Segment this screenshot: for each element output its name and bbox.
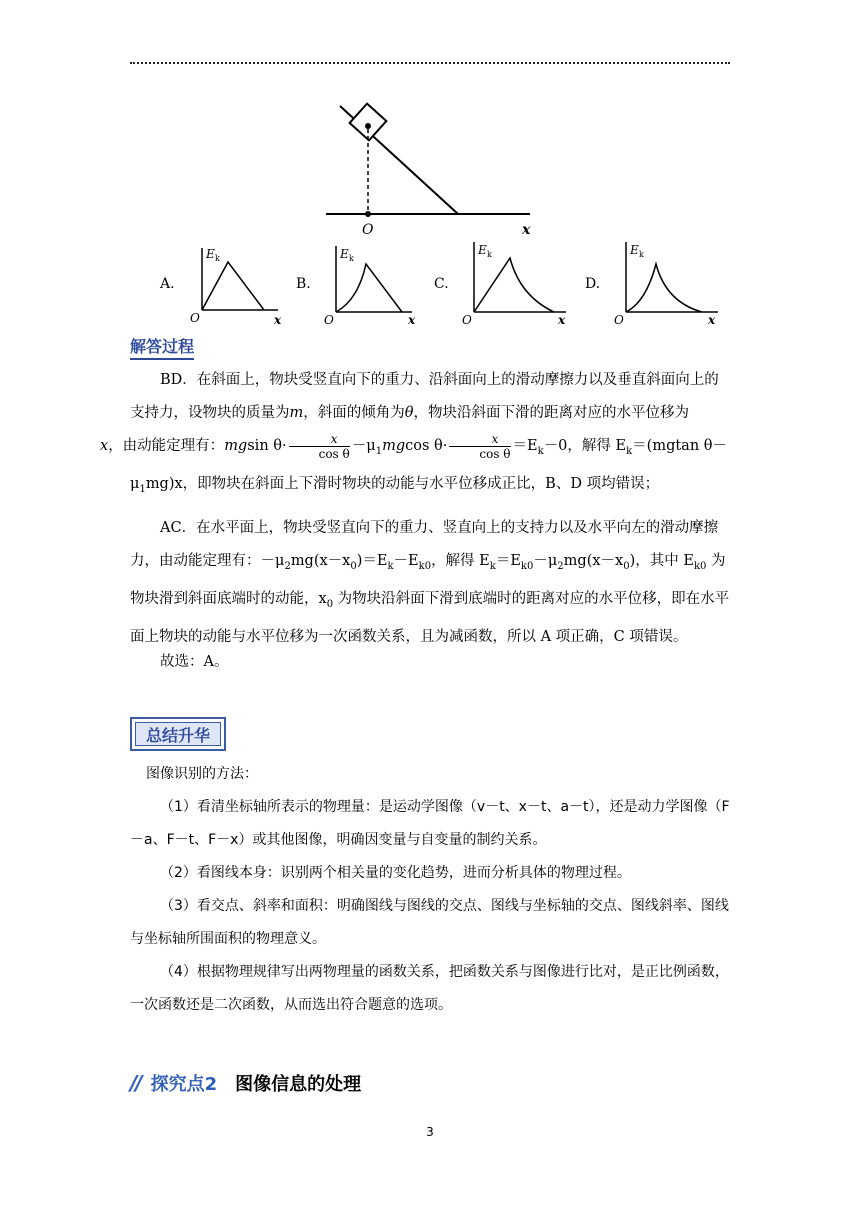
svg-text:x: x bbox=[408, 313, 416, 327]
origin-dot bbox=[365, 211, 371, 217]
option-a-curve bbox=[202, 262, 264, 310]
svg-text:E: E bbox=[478, 243, 487, 257]
summary-intro: 图像识别的方法： bbox=[146, 766, 258, 782]
summary-title: 总结升华 bbox=[135, 722, 221, 746]
svg-text:O: O bbox=[462, 313, 472, 327]
svg-text:k: k bbox=[349, 254, 354, 263]
summary-item-4: （4）根据物理规律写出两物理量的函数关系，把函数关系与图像进行比对，是正比例函数，一次函数还是二次函数，从而选出符合题意的选项。 bbox=[130, 964, 729, 1013]
solution-paragraph-1: BD．在斜面上，物块受竖直向下的重力、沿斜面向上的滑动摩擦力以及垂直斜面向上的支持力，设物块的质量为m，斜面的倾角为θ，物块沿斜面下滑的距离对应的水平位移为 x，由动能定理有：mgsin θ· $\frac{x}{\text{cos θ}}$ $-\mu_1mgcos$ θ· $\frac{x}{\text{cos θ}}$ $=E_k-0$，解得 $E_k=(mgtan$ $\theta-\mu_1mg)x$，即物块在斜面上下滑时物块的动能与水平位移成正比，B、D 项均错误； bbox=[100, 372, 728, 495]
svg-text:O: O bbox=[190, 311, 200, 325]
svg-text:x: x bbox=[708, 313, 716, 327]
summary-heading-box bbox=[130, 717, 226, 751]
header-dotted-rule bbox=[130, 62, 730, 64]
solution-conclusion: 故选：A。 bbox=[160, 654, 229, 670]
svg-text:O: O bbox=[614, 313, 624, 327]
solution-paragraph-2: AC．在水平面上，物块受竖直向下的重力、竖直向上的支持力以及水平向左的滑动摩擦力，由动能定理有：$-\mu_2mg(x-x_0)=E_k-E_{k0}$，解得 $E_k=E_{k0}-\mu_2mg(x-x_0)$，其中 $E_{k0}$ 为物块滑到斜面底端时的动能，$x_0$ 为物块沿斜面下滑到底端时的距离对应的水平位移，即在水平面上物块的动能与水平位移为一次函数关系，且为减函数，所以 A 项正确，C 项错误。 bbox=[130, 520, 730, 645]
section-2-heading bbox=[130, 1070, 361, 1096]
page-number: 3 bbox=[426, 1125, 434, 1139]
fraction-1: $\frac{x}{\text{cos θ}}$ bbox=[289, 432, 350, 461]
svg-text:E: E bbox=[340, 247, 349, 261]
svg-text:k: k bbox=[487, 250, 492, 259]
block bbox=[350, 104, 387, 141]
summary-item-3: （3）看交点、斜率和面积：明确图线与图线的交点、图线与坐标轴的交点、图线斜率、图线与坐标轴所围面积的物理意义。 bbox=[130, 898, 729, 947]
option-a-graph bbox=[186, 240, 286, 330]
section-title: 图像信息的处理 bbox=[235, 1074, 362, 1095]
svg-text:x: x bbox=[558, 313, 566, 327]
svg-text:k: k bbox=[639, 250, 644, 259]
option-c-label: C. bbox=[434, 276, 449, 292]
option-d-curve bbox=[626, 264, 702, 312]
svg-text:O: O bbox=[324, 313, 334, 327]
x-axis-label: x bbox=[522, 222, 531, 238]
option-c-graph bbox=[458, 236, 573, 330]
svg-text:k: k bbox=[215, 254, 220, 263]
option-b-label: B. bbox=[296, 276, 311, 292]
solution-title: 解答过程 bbox=[130, 334, 194, 360]
svg-text:x: x bbox=[274, 313, 282, 327]
svg-text:E: E bbox=[206, 247, 215, 261]
svg-text:E: E bbox=[630, 243, 639, 257]
option-b-graph bbox=[320, 240, 420, 330]
option-d-graph bbox=[610, 236, 725, 330]
fraction-2: $\frac{x}{\text{cos θ}}$ bbox=[449, 432, 510, 461]
summary-item-2: （2）看图线本身：识别两个相关量的变化趋势，进而分析具体的物理过程。 bbox=[160, 865, 631, 881]
block-center-dot bbox=[365, 123, 371, 129]
option-d-label: D. bbox=[585, 276, 601, 292]
summary-item-1: （1）看清坐标轴所表示的物理量：是运动学图像（v－t、x－t、a－t），还是动力学图像（F－a、F－t、F－x）或其他图像，明确因变量与自变量的制约关系。 bbox=[130, 799, 730, 848]
section-slashes: // bbox=[130, 1071, 141, 1095]
option-a-label: A. bbox=[160, 276, 175, 292]
origin-label: O bbox=[362, 222, 374, 238]
option-c-curve bbox=[474, 258, 554, 312]
option-b-curve bbox=[336, 264, 402, 312]
section-number: 探究点2 bbox=[150, 1074, 218, 1095]
incline-figure bbox=[318, 100, 538, 240]
